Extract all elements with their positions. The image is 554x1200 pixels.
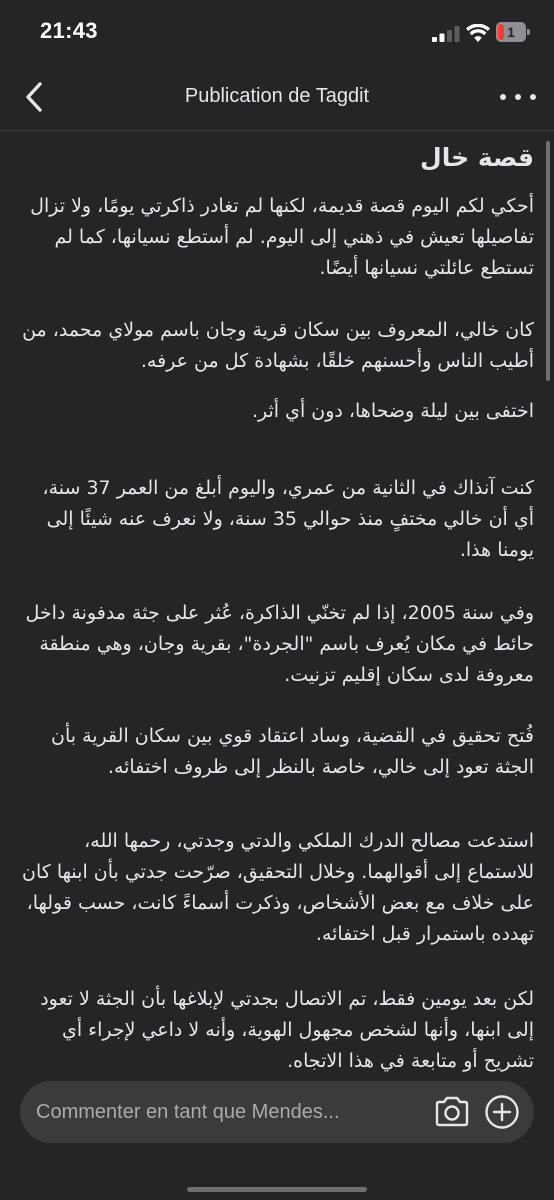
- battery-icon: [496, 22, 532, 42]
- post-paragraph-3: اختفى بين ليلة وضحاها، دون أي أثر.: [251, 400, 534, 422]
- page-title: Publication de Tagdit: [184, 85, 370, 107]
- plus-circle-icon[interactable]: [484, 1094, 520, 1130]
- more-dot-icon: [500, 94, 506, 100]
- post-paragraph-8: لكن بعد يومين فقط، تم الاتصال بجدتي لإبلاغها بأن الجثة لا تعود إلى ابنها، وأنها لشخص مجهول الهوية، وأنه لا داعي لإجراء أي تشريح أو متابعة في هذا الاتجاه.: [40, 988, 534, 1072]
- post-paragraph-6: فُتح تحقيق في القضية، وساد اعتقاد قوي بين سكان القرية بأن الجثة تعود إلى خالي، خاصة بالنظر إلى ظروف اختفائه.: [51, 725, 534, 778]
- header: [0, 64, 554, 131]
- cellular-signal-icon: [432, 26, 460, 42]
- battery-level: 1: [507, 24, 515, 40]
- comment-input[interactable]: [36, 1081, 416, 1143]
- more-dot-icon: [530, 94, 536, 100]
- camera-icon[interactable]: [434, 1095, 470, 1129]
- post-paragraph-2: كان خالي، المعروف بين سكان قرية وجان باسم مولاي محمد، من أطيب الناس وأحسنهم خلقًا، بشهادة كل من عرفه.: [22, 319, 534, 372]
- more-options-button[interactable]: [500, 82, 536, 112]
- post-paragraph-4: كنت آنذاك في الثانية من عمري، واليوم أبلغ من العمر 37 سنة، أي أن خالي مختفٍ منذ حوالي 35 سنة، ولا نعرف عنه شيئًا إلى يومنا هذا.: [42, 477, 534, 561]
- scrollbar-thumb[interactable]: [546, 141, 550, 381]
- comment-bar: [20, 1081, 534, 1143]
- post-paragraph-7: استدعت مصالح الدرك الملكي والدتي وجدتي، رحمها الله، للاستماع إلى أقوالهما. وخلال التحقيق، صرّحت جدتي بأن ابنها كان على خلاف مع بعض الأشخاص، وذكرت أسماءً كانت، حسب قولها، تهدده باستمرار قبل اختفائه.: [22, 830, 534, 945]
- post-title: قصة خال: [420, 143, 534, 172]
- home-indicator: [187, 1187, 367, 1192]
- post-paragraph-1: أحكي لكم اليوم قصة قديمة، لكنها لم تغادر ذاكرتي يومًا، ولا تزال تفاصيلها تعيش في ذهني إلى اليوم. لم أستطع نسيانها، كما لم تستطع عائلتي نسيانها أيضًا.: [30, 195, 534, 279]
- status-bar: [0, 0, 554, 64]
- post-paragraph-5: وفي سنة 2005، إذا لم تخنّي الذاكرة، عُثر على جثة مدفونة داخل حائط في مكان يُعرف باسم "الجردة"، بقرية وجان، وهي منطقة معروفة لدى سكان إقليم تزنيت.: [25, 602, 534, 686]
- status-time: 21:43: [40, 18, 98, 43]
- post-content[interactable]: [0, 131, 554, 1081]
- wifi-icon: [466, 24, 490, 42]
- battery-cap: [527, 29, 530, 35]
- more-dot-icon: [515, 94, 521, 100]
